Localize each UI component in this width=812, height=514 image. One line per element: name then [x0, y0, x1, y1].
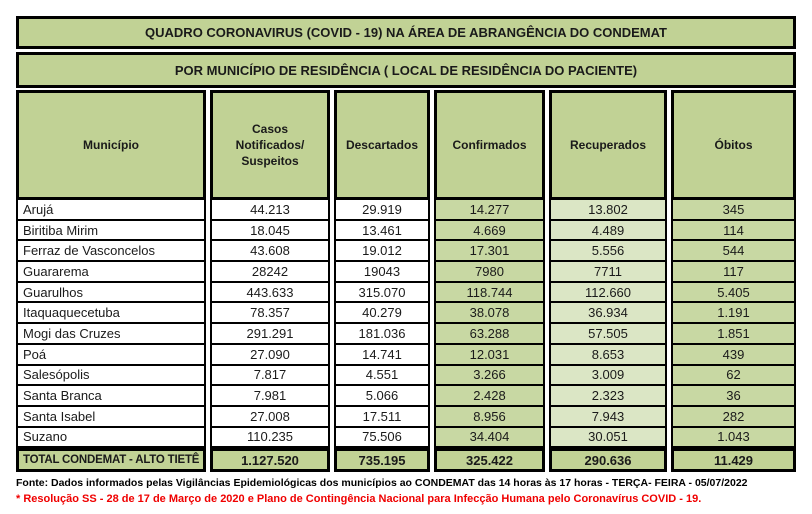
total-row-value: 735.195 — [334, 448, 430, 472]
municipality-cell: Mogi das Cruzes — [16, 324, 206, 345]
value-cell: 13.802 — [549, 200, 667, 221]
table-title — [16, 16, 796, 49]
value-cell: 7.981 — [210, 386, 330, 407]
value-cell: 44.213 — [210, 200, 330, 221]
municipality-cell: Santa Isabel — [16, 407, 206, 428]
table-subtitle — [16, 52, 796, 88]
value-cell: 36.934 — [549, 303, 667, 324]
municipality-cell: Guararema — [16, 262, 206, 283]
value-cell: 5.405 — [671, 283, 796, 304]
value-cell: 315.070 — [334, 283, 430, 304]
value-cell: 27.090 — [210, 345, 330, 366]
value-cell: 28242 — [210, 262, 330, 283]
column-header-2: Descartados — [334, 90, 430, 200]
value-cell: 30.051 — [549, 428, 667, 449]
total-row-label: TOTAL CONDEMAT - ALTO TIETÊ — [16, 448, 206, 472]
municipality-cell: Poá — [16, 345, 206, 366]
total-row-value: 1.127.520 — [210, 448, 330, 472]
value-cell: 8.956 — [434, 407, 545, 428]
total-row-value: 325.422 — [434, 448, 545, 472]
value-cell: 19043 — [334, 262, 430, 283]
value-cell: 4.551 — [334, 366, 430, 387]
total-row-value: 290.636 — [549, 448, 667, 472]
value-cell: 3.009 — [549, 366, 667, 387]
value-cell: 2.428 — [434, 386, 545, 407]
value-cell: 443.633 — [210, 283, 330, 304]
table-subtitle-text: POR MUNICÍPIO DE RESIDÊNCIA ( LOCAL DE RESIDÊNCIA DO PACIENTE) — [174, 62, 638, 78]
value-cell: 3.266 — [434, 366, 545, 387]
value-cell: 7980 — [434, 262, 545, 283]
value-cell: 439 — [671, 345, 796, 366]
value-cell: 1.851 — [671, 324, 796, 345]
value-cell: 17.301 — [434, 241, 545, 262]
municipality-cell: Suzano — [16, 428, 206, 449]
value-cell: 18.045 — [210, 221, 330, 242]
value-cell: 43.608 — [210, 241, 330, 262]
municipality-cell: Guarulhos — [16, 283, 206, 304]
value-cell: 118.744 — [434, 283, 545, 304]
table-title-text: QUADRO CORONAVIRUS (COVID - 19) NA ÁREA DE ABRANGÊNCIA DO CONDEMAT — [145, 25, 667, 40]
value-cell: 4.669 — [434, 221, 545, 242]
value-cell: 14.277 — [434, 200, 545, 221]
value-cell: 112.660 — [549, 283, 667, 304]
municipality-cell: Arujá — [16, 200, 206, 221]
value-cell: 7.943 — [549, 407, 667, 428]
value-cell: 17.511 — [334, 407, 430, 428]
value-cell: 12.031 — [434, 345, 545, 366]
total-row-value: 11.429 — [671, 448, 796, 472]
value-cell: 181.036 — [334, 324, 430, 345]
value-cell: 57.505 — [549, 324, 667, 345]
value-cell: 1.043 — [671, 428, 796, 449]
value-cell: 544 — [671, 241, 796, 262]
column-header-4: Recuperados — [549, 90, 667, 200]
value-cell: 62 — [671, 366, 796, 387]
value-cell: 13.461 — [334, 221, 430, 242]
value-cell: 282 — [671, 407, 796, 428]
value-cell: 2.323 — [549, 386, 667, 407]
covid-municipality-table — [16, 90, 796, 472]
value-cell: 1.191 — [671, 303, 796, 324]
value-cell: 5.066 — [334, 386, 430, 407]
value-cell: 345 — [671, 200, 796, 221]
value-cell: 40.279 — [334, 303, 430, 324]
value-cell: 19.012 — [334, 241, 430, 262]
column-header-0: Município — [16, 90, 206, 200]
value-cell: 27.008 — [210, 407, 330, 428]
value-cell: 8.653 — [549, 345, 667, 366]
value-cell: 7711 — [549, 262, 667, 283]
column-header-1: Casos Notificados/ Suspeitos — [210, 90, 330, 200]
value-cell: 63.288 — [434, 324, 545, 345]
value-cell: 5.556 — [549, 241, 667, 262]
resolution-note: * Resolução SS - 28 de 17 de Março de 2020 e Plano de Contingência Nacional para Infecção Humana pelo Coronavírus COVID - 19. — [16, 493, 702, 506]
column-header-3: Confirmados — [434, 90, 545, 200]
municipality-cell: Itaquaquecetuba — [16, 303, 206, 324]
value-cell: 34.404 — [434, 428, 545, 449]
value-cell: 4.489 — [549, 221, 667, 242]
value-cell: 291.291 — [210, 324, 330, 345]
value-cell: 75.506 — [334, 428, 430, 449]
municipality-cell: Santa Branca — [16, 386, 206, 407]
municipality-cell: Salesópolis — [16, 366, 206, 387]
value-cell: 38.078 — [434, 303, 545, 324]
municipality-cell: Biritiba Mirim — [16, 221, 206, 242]
value-cell: 7.817 — [210, 366, 330, 387]
value-cell: 110.235 — [210, 428, 330, 449]
source-note: Fonte: Dados informados pelas Vigilâncias Epidemiológicas dos municípios ao CONDEMAT das 14 horas às 17 horas - TERÇA- FEIRA - 05/07/2022 — [16, 477, 748, 490]
value-cell: 78.357 — [210, 303, 330, 324]
value-cell: 36 — [671, 386, 796, 407]
value-cell: 117 — [671, 262, 796, 283]
value-cell: 14.741 — [334, 345, 430, 366]
municipality-cell: Ferraz de Vasconcelos — [16, 241, 206, 262]
value-cell: 29.919 — [334, 200, 430, 221]
column-header-5: Óbitos — [671, 90, 796, 200]
value-cell: 114 — [671, 221, 796, 242]
